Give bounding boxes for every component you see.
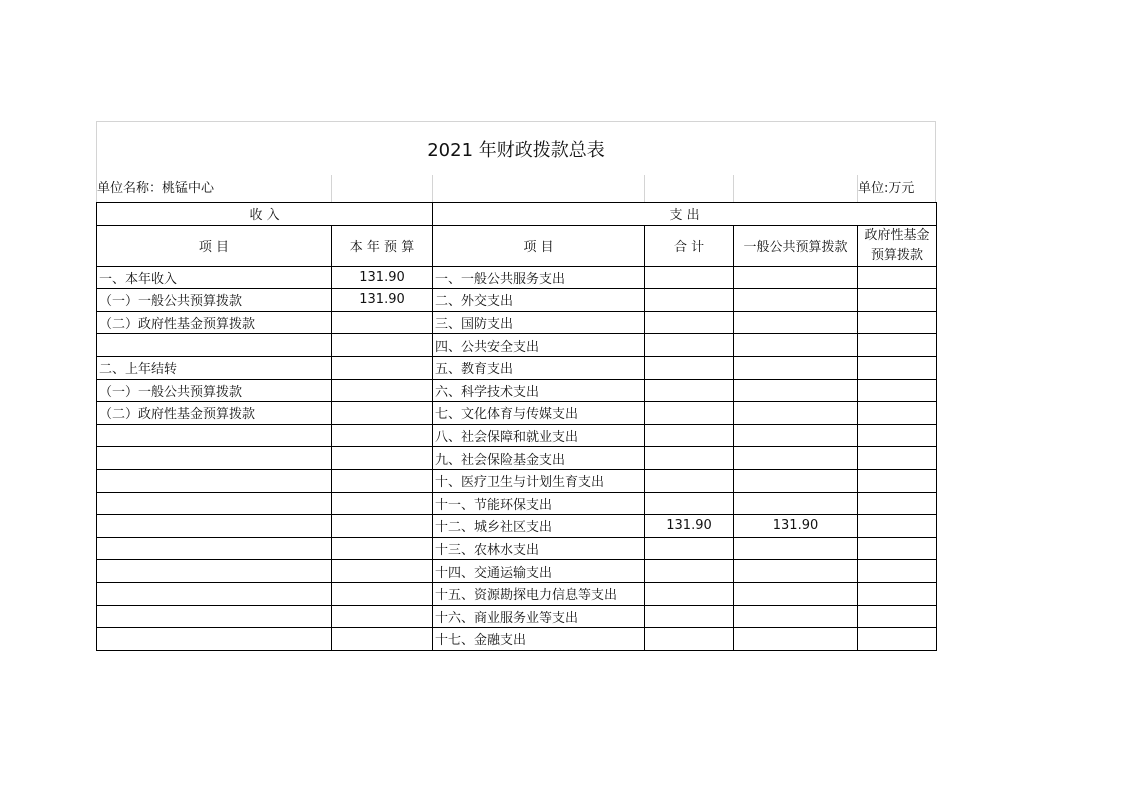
general-budget-cell: [734, 356, 858, 379]
income-item-header: 项 目: [97, 225, 332, 266]
general-budget-cell: [734, 560, 858, 583]
expense-item-cell: 七、文化体育与传媒支出: [433, 402, 645, 425]
expense-item-cell: 十四、交通运输支出: [433, 560, 645, 583]
gov-fund-cell: [858, 582, 937, 605]
table-row: [97, 628, 937, 651]
expense-item-cell: 四、公共安全支出: [433, 334, 645, 357]
income-item-cell: [97, 515, 332, 538]
income-budget-cell: [332, 628, 433, 651]
income-item-cell: [97, 560, 332, 583]
income-budget-cell: [332, 492, 433, 515]
income-budget-cell: [332, 560, 433, 583]
gov-fund-cell: [858, 334, 937, 357]
income-budget-cell: [332, 402, 433, 425]
general-budget-cell: [734, 628, 858, 651]
total-cell: [645, 537, 734, 560]
income-item-cell: [97, 424, 332, 447]
income-item-cell: （一）一般公共预算拨款: [97, 379, 332, 402]
expense-item-cell: 十五、资源勘探电力信息等支出: [433, 582, 645, 605]
total-header: 合 计: [645, 225, 734, 266]
gov-fund-cell: [858, 266, 937, 289]
general-budget-cell: [734, 447, 858, 470]
total-cell: [645, 266, 734, 289]
gov-fund-cell: [858, 515, 937, 538]
expense-item-cell: 十六、商业服务业等支出: [433, 605, 645, 628]
expense-item-cell: 十七、金融支出: [433, 628, 645, 651]
total-cell: [645, 492, 734, 515]
expense-item-cell: 八、社会保障和就业支出: [433, 424, 645, 447]
general-budget-cell: [734, 289, 858, 312]
gov-fund-cell: [858, 311, 937, 334]
unit-name-cell: [96, 175, 331, 202]
table-row: [97, 402, 937, 425]
gov-fund-header-line1: 政府性基金: [864, 227, 930, 243]
general-budget-cell: [734, 492, 858, 515]
gov-fund-header-line2: 预算拨款: [871, 247, 924, 263]
total-cell: 131.90: [645, 515, 734, 538]
income-budget-cell: 131.90: [332, 289, 433, 312]
income-item-cell: [97, 469, 332, 492]
budget-sheet: [96, 121, 936, 651]
expense-header-label: 支 出: [669, 208, 700, 224]
income-budget-cell: [332, 605, 433, 628]
gov-fund-cell: [858, 424, 937, 447]
income-item-cell: [97, 582, 332, 605]
table-row: [97, 289, 937, 312]
total-cell: [645, 424, 734, 447]
info-empty-cell: [331, 175, 432, 202]
general-budget-cell: [734, 311, 858, 334]
gov-fund-cell: [858, 447, 937, 470]
unit-name: 单位名称：桃锰中心: [97, 181, 215, 196]
total-cell: [645, 356, 734, 379]
sheet-title: 2021 年财政拨款总表: [96, 121, 936, 175]
gov-fund-cell: [858, 628, 937, 651]
general-budget-cell: [734, 469, 858, 492]
table-row: [97, 356, 937, 379]
income-budget-header: 本 年 预 算: [332, 225, 433, 266]
gov-fund-cell: [858, 469, 937, 492]
general-budget-cell: [734, 582, 858, 605]
expense-item-cell: 九、社会保险基金支出: [433, 447, 645, 470]
gov-fund-cell: [858, 605, 937, 628]
general-budget-cell: [734, 424, 858, 447]
general-budget-header: 一般公共预算拨款: [734, 225, 858, 266]
gov-fund-cell: [858, 560, 937, 583]
income-budget-cell: [332, 582, 433, 605]
income-item-cell: [97, 492, 332, 515]
income-budget-cell: [332, 334, 433, 357]
gov-fund-header: [858, 225, 937, 266]
total-cell: [645, 582, 734, 605]
general-budget-cell: [734, 379, 858, 402]
income-item-cell: （二）政府性基金预算拨款: [97, 311, 332, 334]
table-row: [97, 379, 937, 402]
expense-item-cell: 十二、城乡社区支出: [433, 515, 645, 538]
info-empty-cell: [644, 175, 733, 202]
budget-table: [96, 202, 937, 651]
gov-fund-cell: [858, 402, 937, 425]
income-budget-cell: [332, 515, 433, 538]
general-budget-cell: [734, 334, 858, 357]
income-budget-cell: [332, 356, 433, 379]
table-row: [97, 492, 937, 515]
general-budget-cell: [734, 605, 858, 628]
gov-fund-cell: [858, 492, 937, 515]
table-row: [97, 266, 937, 289]
total-cell: [645, 469, 734, 492]
income-budget-cell: 131.90: [332, 266, 433, 289]
total-cell: [645, 311, 734, 334]
table-row: [97, 582, 937, 605]
table-row: [97, 334, 937, 357]
expense-item-cell: 三、国防支出: [433, 311, 645, 334]
expense-item-cell: 二、外交支出: [433, 289, 645, 312]
income-header-text: [99, 204, 430, 223]
income-budget-cell: [332, 469, 433, 492]
income-item-cell: [97, 537, 332, 560]
table-row: [97, 560, 937, 583]
income-budget-cell: [332, 447, 433, 470]
info-empty-cell: [432, 175, 644, 202]
income-item-cell: [97, 605, 332, 628]
total-cell: [645, 379, 734, 402]
gov-fund-cell: [858, 356, 937, 379]
total-cell: [645, 628, 734, 651]
gov-fund-cell: [858, 537, 937, 560]
income-item-cell: （二）政府性基金预算拨款: [97, 402, 332, 425]
total-cell: [645, 605, 734, 628]
header-row-2: [97, 225, 937, 266]
table-row: [97, 537, 937, 560]
expense-item-cell: 十三、农林水支出: [433, 537, 645, 560]
income-budget-cell: [332, 537, 433, 560]
general-budget-cell: [734, 537, 858, 560]
table-row: [97, 469, 937, 492]
general-budget-cell: [734, 266, 858, 289]
info-empty-cell: [733, 175, 857, 202]
income-budget-cell: [332, 311, 433, 334]
table-row: [97, 515, 937, 538]
info-row: [96, 175, 936, 202]
income-item-cell: [97, 628, 332, 651]
income-item-cell: （一）一般公共预算拨款: [97, 289, 332, 312]
unit-label: 单位:万元: [858, 181, 915, 196]
header-row-1: [97, 203, 937, 226]
table-row: [97, 311, 937, 334]
income-budget-cell: [332, 379, 433, 402]
table-row: [97, 447, 937, 470]
unit-cell: [857, 175, 936, 202]
table-row: [97, 605, 937, 628]
expense-item-cell: 一、一般公共服务支出: [433, 266, 645, 289]
income-item-cell: 一、本年收入: [97, 266, 332, 289]
general-budget-cell: [734, 402, 858, 425]
expense-header: [433, 203, 937, 226]
expense-item-cell: 十一、节能环保支出: [433, 492, 645, 515]
expense-item-cell: 五、教育支出: [433, 356, 645, 379]
income-item-cell: [97, 447, 332, 470]
total-cell: [645, 447, 734, 470]
expense-item-cell: 六、科学技术支出: [433, 379, 645, 402]
income-item-cell: 二、上年结转: [97, 356, 332, 379]
general-budget-cell: 131.90: [734, 515, 858, 538]
total-cell: [645, 334, 734, 357]
expense-item-cell: 十、医疗卫生与计划生育支出: [433, 469, 645, 492]
total-cell: [645, 560, 734, 583]
total-cell: [645, 402, 734, 425]
gov-fund-cell: [858, 379, 937, 402]
income-header-label: 收 入: [249, 208, 280, 224]
expense-item-header: 项 目: [433, 225, 645, 266]
income-item-cell: [97, 334, 332, 357]
total-cell: [645, 289, 734, 312]
income-header: [97, 203, 433, 226]
gov-fund-cell: [858, 289, 937, 312]
table-row: [97, 424, 937, 447]
income-budget-cell: [332, 424, 433, 447]
